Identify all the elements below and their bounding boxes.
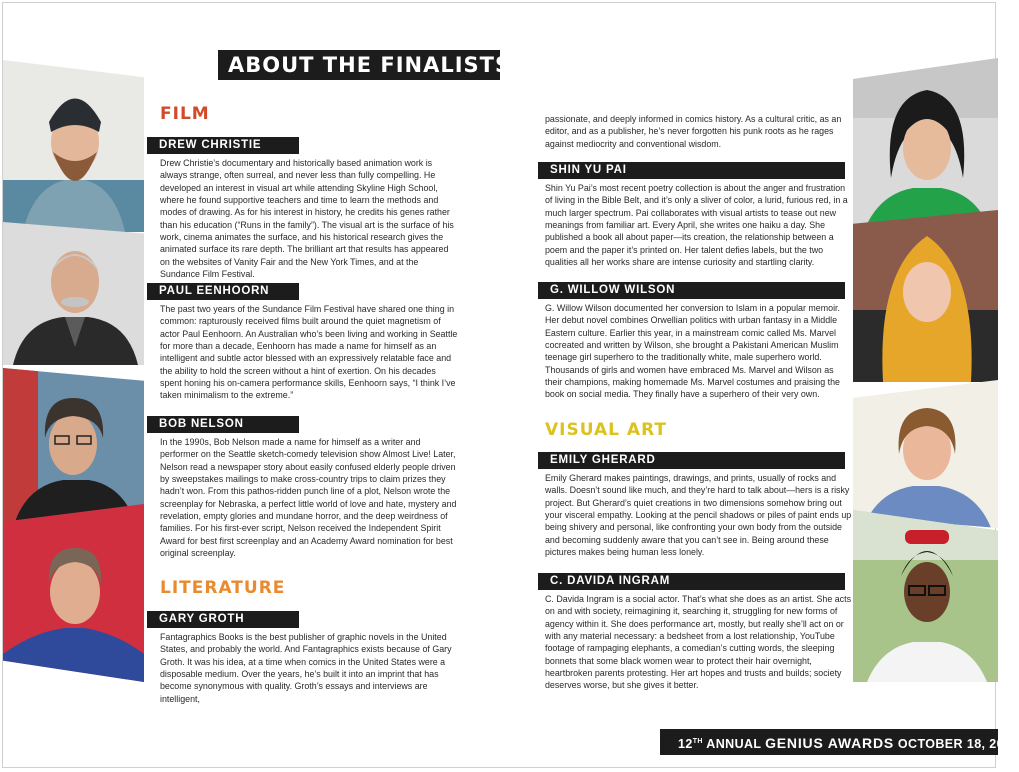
footer-date: OCTOBER 18, 2014	[897, 737, 1019, 751]
photo-gary-groth	[3, 504, 144, 682]
bio-gary-groth-continued: passionate, and deeply informed in comics history. As a cultural critic, as an editor, and as a publisher, he’s never forgotten his punk roots as he rages against mediocrity and conventional wisdom.	[545, 114, 842, 149]
footer-bar	[660, 729, 1019, 755]
photo-c-davida-ingram	[853, 510, 998, 682]
name-bar-c-davida-ingram: C. DAVIDA INGRAM	[538, 573, 845, 590]
photo-emily-gherard	[853, 380, 998, 528]
bio-g-willow-wilson: G. Willow Wilson documented her conversion to Islam in a popular memoir. Her debut novel combines Orwellian politics with urban fantasy in a Middle Eastern culture. Earlier this year, in a mainstream comic called Ms. Marvel cocreated and written by Wilson, she brought a Pakistani American Muslim teenage girl superhero to the traditionally white, male superhero world. Thousands of girls and women have embraced Ms. Marvel and Wilson as their champions, making homemade Ms. Marvel costumes and praising the book on social media. They finally have a superhero of their very own.	[545, 303, 840, 400]
footer-ordinal-suffix: TH	[692, 738, 703, 745]
bio-gary-groth: Fantagraphics Books is the best publisher of graphic novels in the United States, and probably the world. And Fantagraphics exists because of Gary Groth. It was his idea, at a time when comics in the United States were a disposable medium. Over the years, he’s built it into an imprint that has become synonymous with quality. Groth’s essays and interviews are intelligent,	[160, 632, 452, 704]
bio-c-davida-ingram: C. Davida Ingram is a social actor. That’s what she does as an artist. She acts on and with society, reimagining it, searching it, struggling for new forms of agency within it. She does performance art, mostly, but really she’ll act on or with any material necessary: a bedsheet from a lost relationship, YouTube footage of rampaging elephants, a comedian’s cutting words, the sleeping bonnets that some black women wear to protect their hair overnight, heartbroken parents protesting. Her art hopes and trusts and builds; society deserves worse, but she gives it better.	[545, 594, 852, 691]
photo-paul-eenhoorn	[3, 222, 144, 365]
section-heading-film: FILM	[160, 104, 210, 124]
footer-ordinal: 12	[678, 737, 693, 751]
photo-drew-christie	[3, 60, 144, 232]
name-bar-bob-nelson: BOB NELSON	[147, 416, 299, 433]
footer-annual: ANNUAL	[706, 737, 762, 751]
name-bar-emily-gherard: EMILY GHERARD	[538, 452, 845, 469]
photo-bob-nelson	[3, 368, 144, 528]
photo-g-willow-wilson	[853, 210, 998, 382]
name-bar-g-willow-wilson: G. WILLOW WILSON	[538, 282, 845, 299]
bio-drew-christie: Drew Christie’s documentary and historically based animation work is always strange, often surreal, and never less than fully compelling. He developed an interest in visual art while attending Skyline High School, where he found supportive teachers and time to learn the methods and modes of drawing. As for his interest in history, he credits his genes rather than his education (“Runs in the family”). The visual art is the surface of his work, cinema animates the surface, and his historical research gives the animated surface its rare depth. The brilliant art that results has appeared on the websites of Vanity Fair and the New York Times, and at the Sundance Film Festival.	[160, 158, 454, 280]
bio-bob-nelson: In the 1990s, Bob Nelson made a name for himself as a writer and performer on the Seattle sketch-comedy television show Almost Live! Later, Nelson read a newspaper story about easily confused elderly people driven by sweepstakes mailings to make cross-country trips to claim prizes they hadn’t won. From this pathos-ridden punch line of a plot, Nelson wrote the screenplay for Nebraska, a perfect little world of love and hate, mystery and revelation, empty glories and mundane horror, and the deep weirdness of families. For his first-ever script, Nelson received the Independent Spirit Award for best first screenplay and an Academy Award nomination for best original screenplay.	[160, 437, 457, 559]
name-bar-shin-yu-pai: SHIN YU PAI	[538, 162, 845, 179]
photo-shin-yu-pai	[853, 58, 998, 233]
name-bar-paul-eenhoorn: PAUL EENHOORN	[147, 283, 299, 300]
bio-shin-yu-pai: Shin Yu Pai’s most recent poetry collection is about the anger and frustration of living in the Bible Belt, and it’s only a sliver of color, a lurid, furious red, in a much larger spectrum. Pai collaborates with visual artists to tease out new meanings from familiar art. Every April, she writes one haiku a day. She published a book all about paper—its creation, the relationship between a poem and the paper it’s printed on. Her talent defies labels, but the two qualities all her works share are intense curiosity and startling clarity.	[545, 183, 848, 268]
bio-emily-gherard: Emily Gherard makes paintings, drawings, and prints, usually of rocks and walls. Doesn’t sound like much, and they’re hard to talk about—hers is a risky project. But Gherard’s quiet creations in two dimensions somehow bring out your visceral empathy. Looking at the pencil shadows or piles of paint ends up being shivery and personal, like confronting your own body from the outside and becoming suddenly aware that you can’t see in. Being around these pictures makes being human less lonely.	[545, 473, 852, 558]
name-bar-gary-groth: GARY GROTH	[147, 611, 299, 628]
bio-paul-eenhoorn: The past two years of the Sundance Film Festival have shared one thing in common: rapturously received films built around the quiet magnetism of actor Paul Eenhoorn. An Australian who’s been living and working in Seattle for more than a decade, Eenhoorn has made a name for himself as an intelligent and subtle actor blessed with an expressively relatable face and the ability to hold the screen without a hint of exertion. On his decades spent honing his on-camera performance skills, Eenhoorn says, “I think I’ve taken minimalism to the extreme.”	[160, 304, 458, 401]
section-heading-visual-art: VISUAL ART	[545, 420, 667, 440]
page-title: ABOUT THE FINALISTS	[218, 50, 500, 80]
footer-genius-awards: GENIUS AWARDS	[765, 735, 895, 751]
name-bar-drew-christie: DREW CHRISTIE	[147, 137, 299, 154]
section-heading-literature: LITERATURE	[160, 578, 286, 598]
